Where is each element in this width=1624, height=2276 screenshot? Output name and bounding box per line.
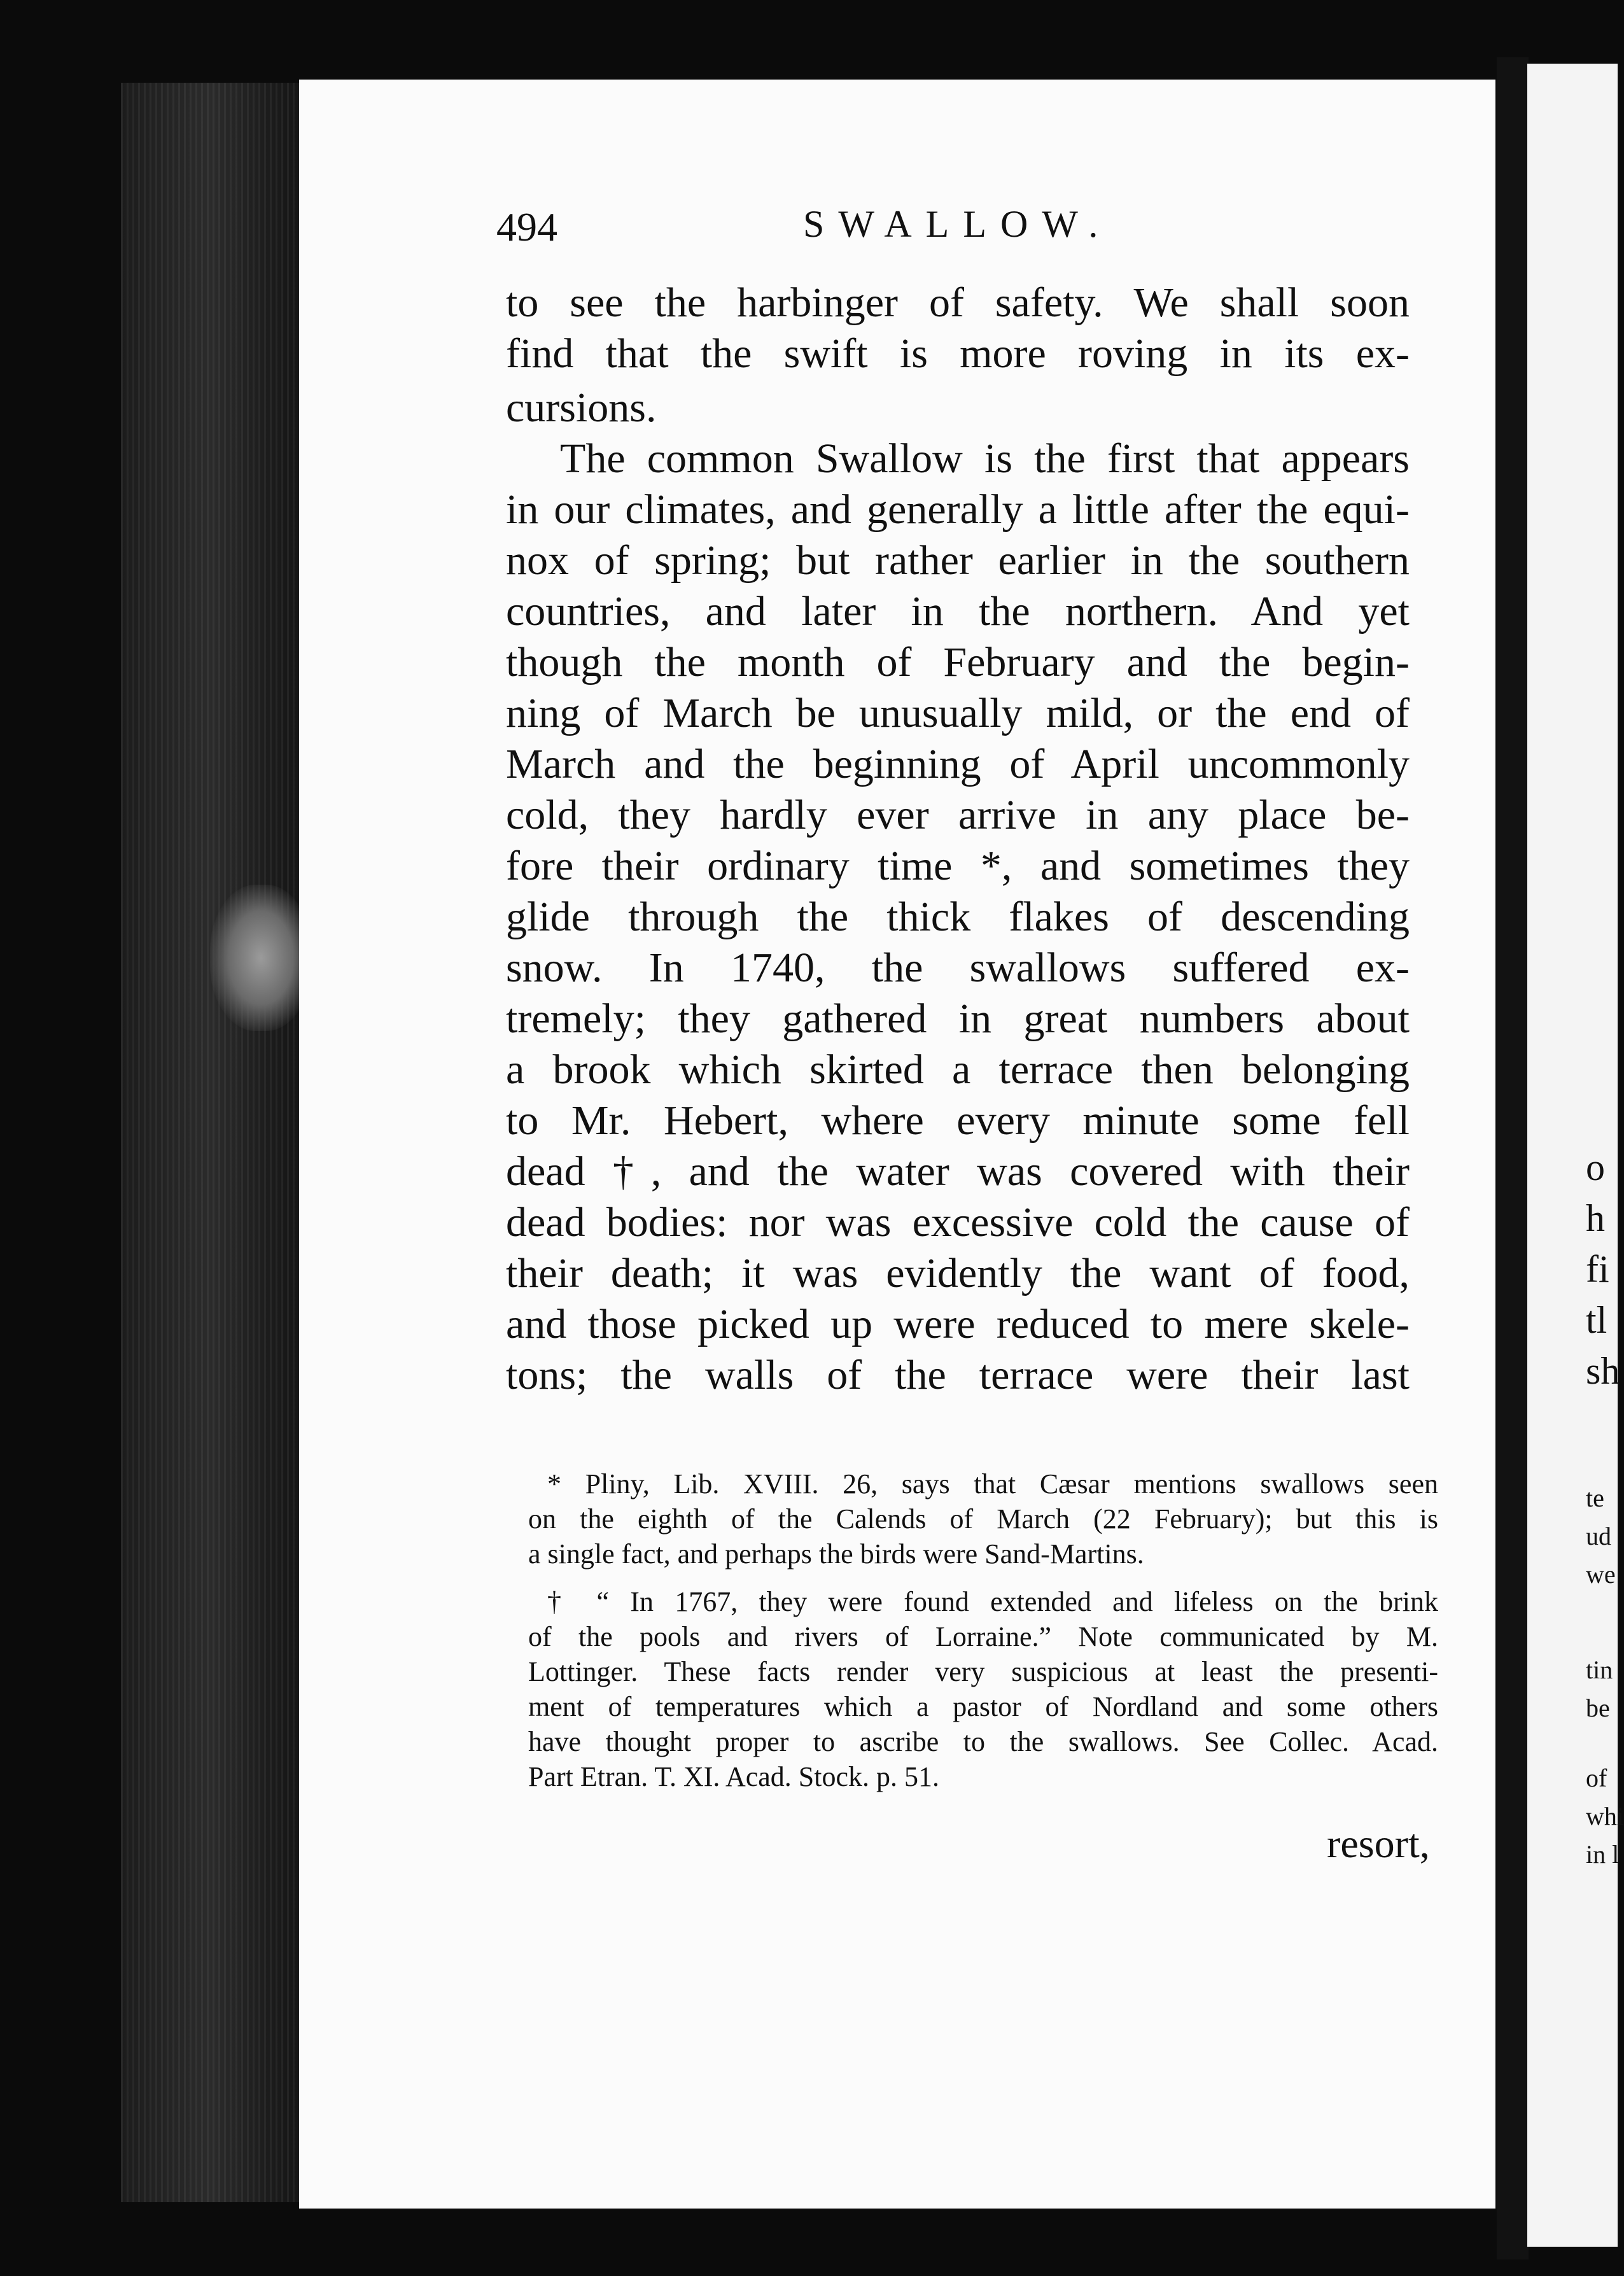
body-line: though the month of February and the begin- bbox=[506, 639, 1410, 685]
body-line: tons; the walls of the terrace were their last bbox=[506, 1352, 1410, 1398]
footnote-line: † “ In 1767, they were found extended and lifeless on the brink bbox=[547, 1586, 1438, 1617]
body-line: fore their ordinary time *, and sometimes they bbox=[506, 843, 1410, 889]
adjacent-page-fragment: ud bbox=[1586, 1522, 1611, 1550]
adjacent-page-fragment: h bbox=[1586, 1197, 1605, 1239]
page-number: 494 bbox=[496, 204, 557, 249]
adjacent-page-fragment: be bbox=[1586, 1694, 1610, 1722]
body-line: cursions. bbox=[506, 384, 657, 431]
footnote-line: on the eighth of the Calends of March (22 February); but this is bbox=[528, 1503, 1438, 1535]
body-line: to see the harbinger of safety. We shall soon bbox=[506, 279, 1410, 326]
body-line: a brook which skirted a terrace then belonging bbox=[506, 1046, 1410, 1093]
body-line: to Mr. Hebert, where every minute some fell bbox=[506, 1097, 1410, 1144]
running-head: SWALLOW. bbox=[803, 203, 1112, 245]
body-line: cold, they hardly ever arrive in any place be- bbox=[506, 792, 1410, 838]
footnote-line: ment of temperatures which a pastor of Nordland and some others bbox=[528, 1691, 1438, 1722]
body-line: nox of spring; but rather earlier in the southern bbox=[506, 537, 1410, 584]
adjacent-page-fragment: te bbox=[1586, 1484, 1604, 1512]
body-line: dead †, and the water was covered with their bbox=[506, 1148, 1410, 1195]
adjacent-page-fragment: fi bbox=[1586, 1248, 1609, 1290]
body-line: The common Swallow is the first that appears bbox=[560, 435, 1410, 482]
body-line: glide through the thick flakes of descending bbox=[506, 894, 1410, 940]
footnote-line: Lottinger. These facts render very suspicious at least the presenti- bbox=[528, 1656, 1438, 1687]
footnote-line: a single fact, and perhaps the birds were Sand-Martins. bbox=[528, 1538, 1144, 1570]
adjacent-page-fragment: tin bbox=[1586, 1655, 1613, 1684]
body-line: March and the beginning of April uncommonly bbox=[506, 741, 1410, 787]
footnote-line: have thought proper to ascribe to the swallows. See Collec. Acad. bbox=[528, 1726, 1438, 1757]
body-line: their death; it was evidently the want of food, bbox=[506, 1250, 1410, 1296]
footnote-line: of the pools and rivers of Lorraine.” Note communicated by M. bbox=[528, 1621, 1438, 1652]
adjacent-page-fragment: of bbox=[1586, 1764, 1607, 1792]
page-gutter bbox=[1497, 57, 1529, 2259]
adjacent-page-fragment: sh bbox=[1586, 1350, 1620, 1392]
footnote-line: Part Etran. T. XI. Acad. Stock. p. 51. bbox=[528, 1761, 940, 1792]
adjacent-page-fragment: we bbox=[1586, 1560, 1616, 1589]
body-line: snow. In 1740, the swallows suffered ex- bbox=[506, 945, 1410, 991]
body-line: tremely; they gathered in great numbers about bbox=[506, 995, 1410, 1042]
body-line: and those picked up were reduced to mere skele- bbox=[506, 1301, 1410, 1347]
adjacent-page-fragment: tl bbox=[1586, 1299, 1607, 1341]
footnote-line: * Pliny, Lib. XVIII. 26, says that Cæsar mentions swallows seen bbox=[547, 1468, 1438, 1500]
adjacent-page-fragment: whi bbox=[1586, 1802, 1624, 1830]
body-line: dead bodies: nor was excessive cold the cause of bbox=[506, 1199, 1410, 1246]
body-line: countries, and later in the northern. And yet bbox=[506, 588, 1410, 635]
paper-damage-spot bbox=[210, 885, 312, 1031]
adjacent-page-fragment: in l bbox=[1586, 1840, 1620, 1869]
body-line: find that the swift is more roving in its ex- bbox=[506, 330, 1410, 377]
adjacent-page-fragment: o bbox=[1586, 1146, 1605, 1188]
body-line: ning of March be unusually mild, or the end of bbox=[506, 690, 1410, 736]
body-line: in our climates, and generally a little after the equi- bbox=[506, 486, 1410, 533]
catchword: resort, bbox=[1327, 1821, 1430, 1866]
